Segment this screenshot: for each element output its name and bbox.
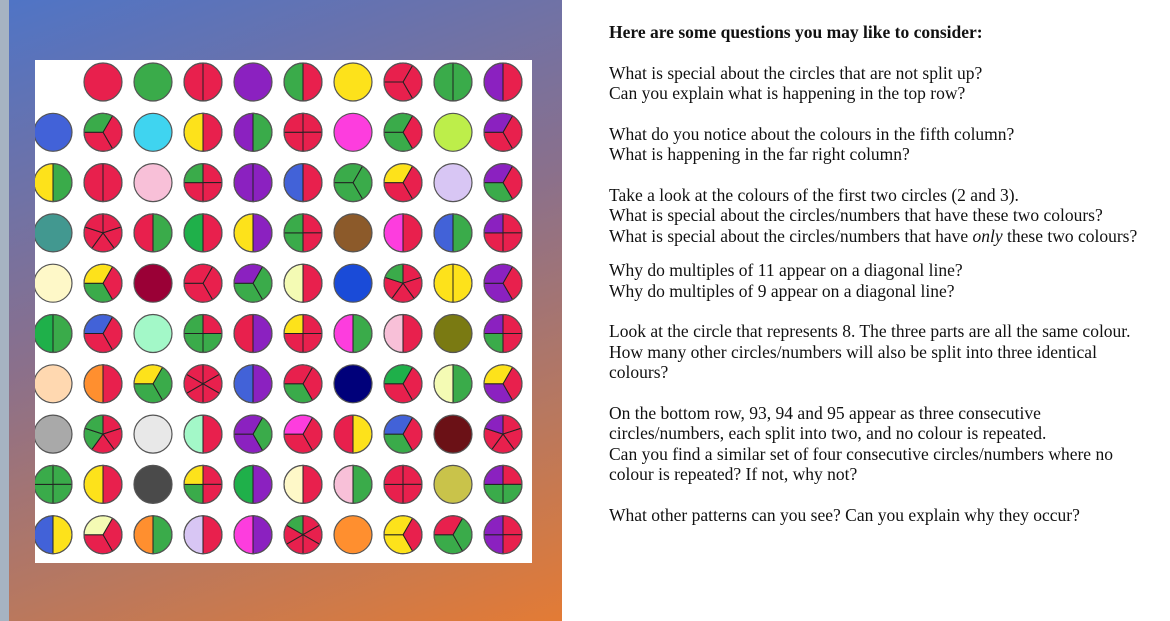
number-circle-54 (184, 315, 222, 353)
factor-segment (253, 516, 272, 554)
question-text: What is special about the circles that are not split up? (609, 62, 983, 83)
number-circle-24 (184, 164, 222, 202)
number-circle-55 (234, 315, 272, 353)
factor-segment (434, 214, 453, 252)
solid-circle (334, 264, 372, 302)
number-circle-67 (334, 365, 372, 403)
number-circle-76 (284, 415, 322, 453)
factor-segment (234, 113, 253, 151)
solid-circle (134, 63, 172, 101)
solid-circle (134, 264, 172, 302)
solid-circle (234, 63, 272, 101)
number-circle-6 (284, 63, 322, 101)
factor-segment (234, 465, 253, 503)
number-circle-11 (35, 113, 72, 151)
solid-circle (434, 164, 472, 202)
number-circle-18 (384, 113, 422, 151)
number-circle-81 (35, 465, 72, 503)
factor-segment (84, 164, 103, 202)
factor-segment (134, 214, 153, 252)
factor-segment (203, 113, 222, 151)
factor-segment (253, 164, 272, 202)
number-circle-36 (284, 214, 322, 252)
factor-segment (234, 516, 253, 554)
number-circle-86 (284, 465, 322, 503)
question-block-4 (609, 260, 1154, 301)
factor-segment (303, 164, 322, 202)
number-circle-43 (134, 264, 172, 302)
number-circle-78 (384, 415, 422, 453)
number-circle-63 (134, 365, 172, 403)
question-text: Why do multiples of 9 appear on a diagonal line? (609, 280, 955, 301)
question-block-5 (609, 321, 1154, 383)
factor-segment (84, 465, 103, 503)
factor-segment (203, 415, 222, 453)
factor-segment (334, 415, 353, 453)
factor-segment (184, 63, 203, 101)
question-text: Take a look at the colours of the first two circles (2 and 3). (609, 184, 1019, 205)
factor-segment (284, 63, 303, 101)
number-circle-70 (484, 365, 522, 403)
number-circle-87 (334, 465, 372, 503)
factor-segment (103, 465, 122, 503)
solid-circle (134, 113, 172, 151)
factor-segment (84, 365, 103, 403)
number-circle-14 (184, 113, 222, 151)
question-block-3 (609, 185, 1154, 247)
factor-segment (253, 214, 272, 252)
question-text: How many other circles/numbers will also be split into three identical colours? (609, 341, 1097, 382)
number-circle-15 (234, 113, 272, 151)
number-circle-72 (84, 415, 122, 453)
factor-segment (334, 465, 353, 503)
number-circle-40 (484, 214, 522, 252)
number-circle-100 (484, 516, 522, 554)
number-circle-80 (484, 415, 522, 453)
number-circle-75 (234, 415, 272, 453)
factor-segment (353, 415, 372, 453)
factor-segment (434, 63, 453, 101)
number-circle-95 (234, 516, 272, 554)
factor-segment (453, 214, 472, 252)
factor-segment (503, 63, 522, 101)
factor-segment (384, 214, 403, 252)
solid-circle (334, 365, 372, 403)
number-circle-61 (35, 365, 72, 403)
factor-segment (203, 63, 222, 101)
factor-segment (35, 315, 53, 353)
number-circle-41 (35, 264, 72, 302)
number-circle-92 (84, 516, 122, 554)
number-circle-42 (84, 264, 122, 302)
number-circle-96 (284, 516, 322, 554)
solid-circle (334, 214, 372, 252)
factor-segment (403, 315, 422, 353)
question-text: Look at the circle that represents 8. The three parts are all the same colour. (609, 321, 1131, 341)
factor-segment (203, 214, 222, 252)
number-circle-37 (334, 214, 372, 252)
factor-segment (53, 315, 72, 353)
number-circle-83 (134, 465, 172, 503)
question-part: What is special about the circles/numbers that have (609, 225, 973, 246)
factor-segment (134, 516, 153, 554)
number-circle-58 (384, 315, 422, 353)
factor-segment (184, 415, 203, 453)
number-circle-60 (484, 315, 522, 353)
solid-circle (434, 415, 472, 453)
factor-segment (234, 214, 253, 252)
number-circle-23 (134, 164, 172, 202)
factor-segment (53, 516, 72, 554)
factor-segment (334, 315, 353, 353)
number-circle-93 (134, 516, 172, 554)
number-circle-25 (234, 164, 272, 202)
number-circle-97 (334, 516, 372, 554)
number-circle-98 (384, 516, 422, 554)
number-circle-2 (84, 63, 122, 101)
question-text: What other patterns can you see? Can you explain why they occur? (609, 504, 1080, 525)
factor-segment (434, 264, 453, 302)
factor-segment (184, 516, 203, 554)
number-circle-34 (184, 214, 222, 252)
number-circle-9 (434, 63, 472, 101)
factor-segment (103, 365, 122, 403)
solid-circle (134, 415, 172, 453)
number-circle-84 (184, 465, 222, 503)
factor-segment (353, 315, 372, 353)
number-circle-20 (484, 113, 522, 151)
solid-circle (134, 164, 172, 202)
number-circle-68 (384, 365, 422, 403)
number-circle-10 (484, 63, 522, 101)
number-circle-64 (184, 365, 222, 403)
solid-circle (84, 63, 122, 101)
number-circle-90 (484, 465, 522, 503)
number-circle-52 (84, 315, 122, 353)
question-text (609, 226, 1154, 247)
number-circle-19 (434, 113, 472, 151)
number-circle-85 (234, 465, 272, 503)
question-part: these two colours? (1002, 225, 1138, 246)
number-circle-5 (234, 63, 272, 101)
number-circle-27 (334, 164, 372, 202)
question-block-1 (609, 63, 1154, 104)
solid-circle (334, 113, 372, 151)
number-circle-73 (134, 415, 172, 453)
factor-segment (103, 164, 122, 202)
solid-circle (35, 214, 72, 252)
question-block-7 (609, 505, 1154, 526)
factor-segment (384, 315, 403, 353)
number-circle-62 (84, 365, 122, 403)
solid-circle (35, 113, 72, 151)
solid-circle (434, 113, 472, 151)
number-circle-45 (234, 264, 272, 302)
factor-segment (284, 465, 303, 503)
factor-segment (153, 516, 172, 554)
number-circle-91 (35, 516, 72, 554)
number-circle-89 (434, 465, 472, 503)
factor-segment (284, 264, 303, 302)
emphasis-only: only (972, 225, 1003, 246)
factor-segment (453, 365, 472, 403)
solid-circle (134, 315, 172, 353)
number-circle-39 (434, 214, 472, 252)
factor-segment (184, 214, 203, 252)
number-circle-26 (284, 164, 322, 202)
number-circle-31 (35, 214, 72, 252)
number-circle-74 (184, 415, 222, 453)
number-circle-69 (434, 365, 472, 403)
number-circle-29 (434, 164, 472, 202)
factor-segment (234, 164, 253, 202)
solid-circle (334, 516, 372, 554)
number-circle-71 (35, 415, 72, 453)
solid-circle (35, 415, 72, 453)
number-circle-47 (334, 264, 372, 302)
factor-segment (234, 365, 253, 403)
left-edge-strip (0, 0, 9, 621)
number-circle-51 (35, 315, 72, 353)
solid-circle (35, 264, 72, 302)
solid-circle (334, 63, 372, 101)
number-circle-3 (134, 63, 172, 101)
number-circle-38 (384, 214, 422, 252)
solid-circle (434, 465, 472, 503)
number-circle-35 (234, 214, 272, 252)
number-circle-22 (84, 164, 122, 202)
factor-segment (303, 264, 322, 302)
factor-segment (303, 465, 322, 503)
questions-heading: Here are some questions you may like to consider: (609, 22, 983, 42)
factor-segment (303, 63, 322, 101)
number-circle-32 (84, 214, 122, 252)
number-circle-8 (384, 63, 422, 101)
factor-segment (153, 214, 172, 252)
number-circle-82 (84, 465, 122, 503)
number-circle-79 (434, 415, 472, 453)
factor-segment (403, 214, 422, 252)
number-circle-48 (384, 264, 422, 302)
number-circle-17 (334, 113, 372, 151)
circles-svg (35, 60, 532, 563)
factor-segment (253, 113, 272, 151)
factor-segment (35, 516, 53, 554)
number-circle-16 (284, 113, 322, 151)
number-circle-7 (334, 63, 372, 101)
number-circle-99 (434, 516, 472, 554)
factor-segment (484, 63, 503, 101)
number-circle-33 (134, 214, 172, 252)
question-text: On the bottom row, 93, 94 and 95 appear as three consecutive circles/numbers, each split into two, and no colour is repeated. (609, 402, 1047, 443)
number-circle-88 (384, 465, 422, 503)
number-circle-4 (184, 63, 222, 101)
question-text: Why do multiples of 11 appear on a diagonal line? (609, 260, 963, 280)
solid-circle (134, 465, 172, 503)
factor-segment (253, 365, 272, 403)
factor-segment (453, 264, 472, 302)
number-circle-13 (134, 113, 172, 151)
number-circle-30 (484, 164, 522, 202)
questions-panel (609, 22, 1154, 525)
number-circle-46 (284, 264, 322, 302)
factor-segment (203, 516, 222, 554)
number-circle-21 (35, 164, 72, 202)
question-text: What is happening in the far right column? (609, 144, 910, 164)
question-text: Can you explain what is happening in the top row? (609, 83, 966, 103)
number-circle-77 (334, 415, 372, 453)
factor-segment (184, 113, 203, 151)
number-circles-grid (35, 60, 532, 563)
solid-circle (35, 365, 72, 403)
number-circle-66 (284, 365, 322, 403)
number-circle-59 (434, 315, 472, 353)
number-circle-49 (434, 264, 472, 302)
solid-circle (434, 315, 472, 353)
number-circle-44 (184, 264, 222, 302)
factor-segment (53, 164, 72, 202)
question-text: What is special about the circles/numbers that have these two colours? (609, 205, 1103, 225)
number-circle-65 (234, 365, 272, 403)
number-circle-28 (384, 164, 422, 202)
factor-segment (284, 164, 303, 202)
factor-segment (253, 315, 272, 353)
number-circle-57 (334, 315, 372, 353)
question-text: Can you find a similar set of four consecutive circles/numbers where no colour is repeated? If not, why not? (609, 443, 1113, 484)
number-circle-56 (284, 315, 322, 353)
number-circle-50 (484, 264, 522, 302)
factor-segment (35, 164, 53, 202)
number-circle-53 (134, 315, 172, 353)
number-circle-12 (84, 113, 122, 151)
factor-segment (453, 63, 472, 101)
factor-segment (434, 365, 453, 403)
factor-segment (234, 315, 253, 353)
factor-segment (253, 465, 272, 503)
number-circle-94 (184, 516, 222, 554)
question-block-6 (609, 403, 1154, 485)
question-text: What do you notice about the colours in the fifth column? (609, 123, 1015, 144)
factor-segment (353, 465, 372, 503)
question-block-2 (609, 124, 1154, 165)
